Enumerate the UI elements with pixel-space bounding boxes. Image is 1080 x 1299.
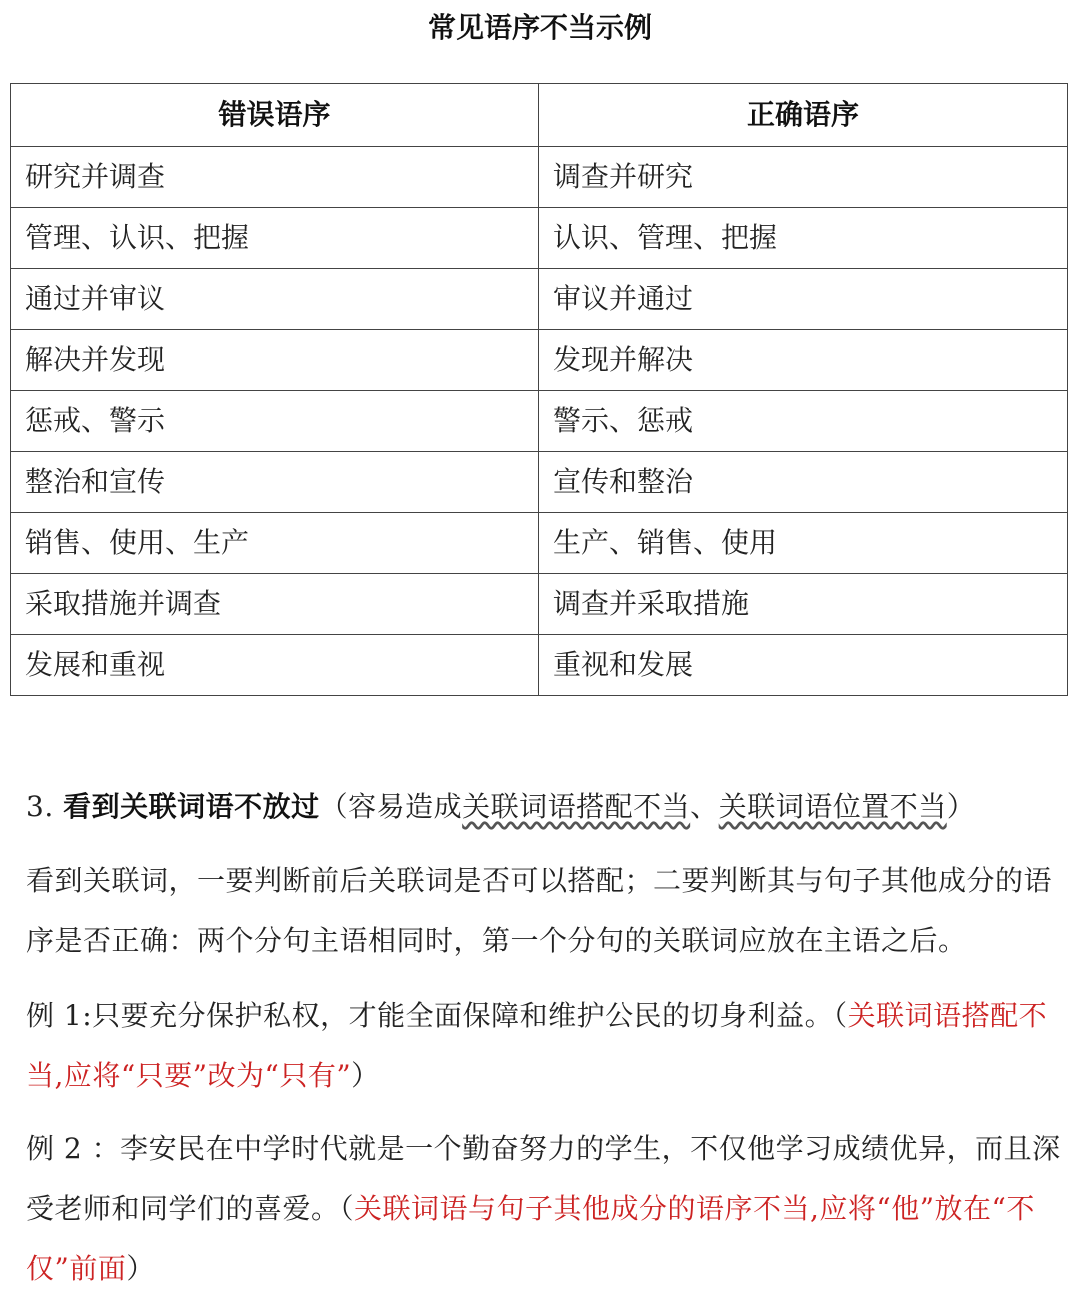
wrong-order-cell: 解决并发现 [11, 330, 539, 391]
table-row [11, 391, 1068, 452]
table-row [11, 269, 1068, 330]
table-header-row [11, 84, 1068, 147]
example-1-note: 关联词语搭配不当,应将“只要”改为“只有” [26, 999, 1048, 1092]
word-order-table [10, 83, 1068, 696]
correct-order-cell: 警示、惩戒 [539, 391, 1068, 452]
explanation-text: 看到关联词，一要判断前后关联词是否可以搭配；二要判断其与句子其他成分的语序是否正确：两个分句主语相同时，第一个分句的关联词应放在主语之后。 [26, 864, 1053, 957]
correct-order-cell: 调查并采取措施 [539, 574, 1068, 635]
correct-order-cell: 认识、管理、把握 [539, 208, 1068, 269]
heading-paren-open: （容易造成 [319, 790, 463, 823]
wrong-order-cell: 通过并审议 [11, 269, 539, 330]
correct-order-cell: 重视和发展 [539, 635, 1068, 696]
correct-order-cell: 发现并解决 [539, 330, 1068, 391]
example-2-note: 关联词语与句子其他成分的语序不当,应将“他”放在“不仅”前面 [26, 1192, 1035, 1285]
example-2 [26, 1119, 1078, 1299]
wrong-order-cell: 研究并调查 [11, 147, 539, 208]
example-2-text: 例 2 ：李安民在中学时代就是一个勤奋努力的学生，不仅他学习成绩优异，而且深受老师和同学们的喜爱。（ [26, 1132, 1061, 1225]
wrong-order-cell: 整治和宣传 [11, 452, 539, 513]
heading-paren-close: ） [946, 790, 976, 823]
wrong-order-cell: 发展和重视 [11, 635, 539, 696]
example-2-close: ） [126, 1252, 155, 1285]
table-row [11, 147, 1068, 208]
correct-order-cell: 审议并通过 [539, 269, 1068, 330]
section-heading [26, 785, 1078, 829]
heading-item-collocation: 关联词语搭配不当 [462, 790, 691, 823]
heading-separator: 、 [690, 790, 719, 823]
wrong-order-cell: 惩戒、警示 [11, 391, 539, 452]
example-1-text: 例 1:只要充分保护私权，才能全面保障和维护公民的切身利益。（ [26, 999, 848, 1032]
correct-order-cell: 调查并研究 [539, 147, 1068, 208]
header-correct-order: 正确语序 [539, 84, 1068, 147]
section-number: 3. [26, 790, 64, 823]
page-title: 常见语序不当示例 [427, 11, 652, 44]
table-row [11, 635, 1068, 696]
table-row [11, 330, 1068, 391]
table-row [11, 574, 1068, 635]
table-row [11, 208, 1068, 269]
wrong-order-cell: 销售、使用、生产 [11, 513, 539, 574]
example-1 [26, 986, 1078, 1106]
wrong-order-cell: 采取措施并调查 [11, 574, 539, 635]
wrong-order-cell: 管理、认识、把握 [11, 208, 539, 269]
heading-item-position: 关联词语位置不当 [718, 790, 947, 823]
example-1-close: ） [351, 1059, 380, 1092]
correct-order-cell: 生产、销售、使用 [539, 513, 1068, 574]
table-row [11, 452, 1068, 513]
explanation-paragraph [26, 851, 1078, 971]
correct-order-cell: 宣传和整治 [539, 452, 1068, 513]
section-heading-text: 看到关联词语不放过 [63, 790, 320, 823]
table-row [11, 513, 1068, 574]
header-wrong-order: 错误语序 [11, 84, 539, 147]
